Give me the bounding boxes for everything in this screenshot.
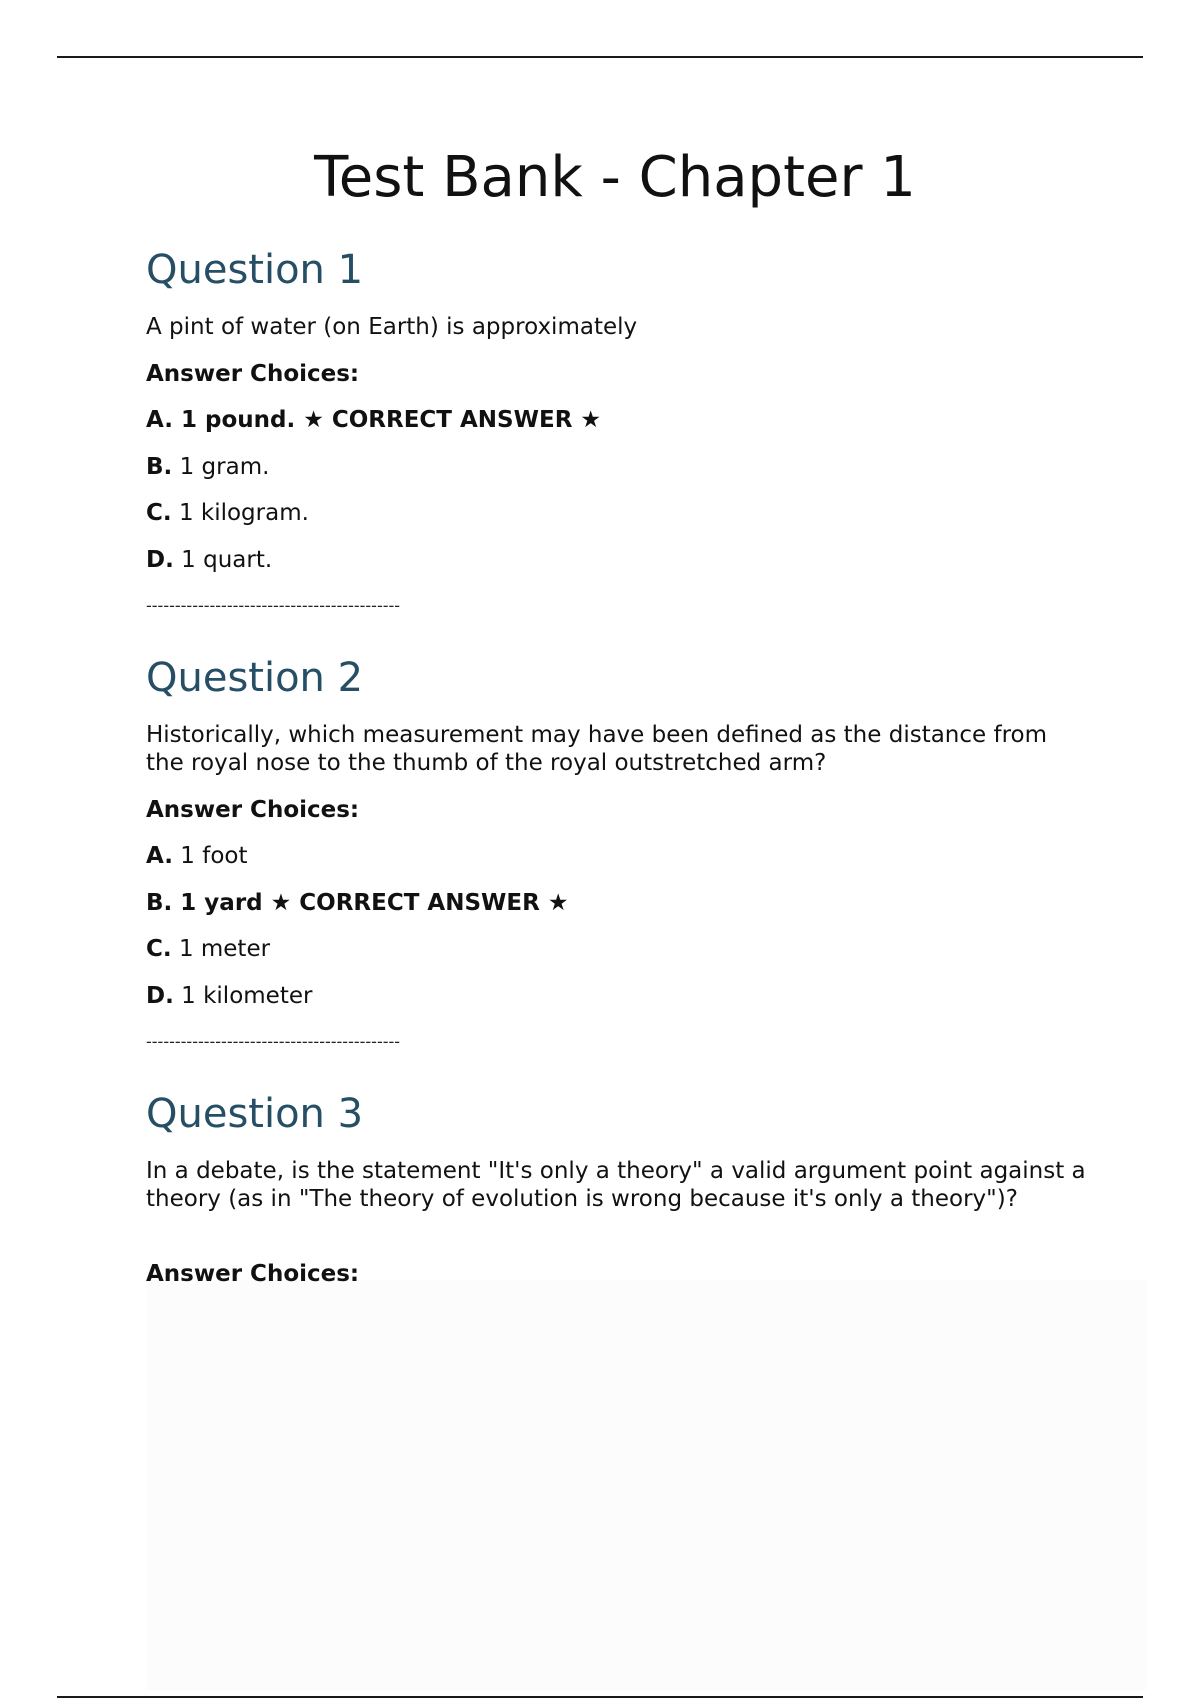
- choice-letter: C.: [146, 936, 172, 962]
- question-2-text: Historically, which measurement may have been defined as the distance from the royal nose to the thumb of the royal outstretched arm?: [146, 722, 1048, 776]
- document-title: Test Bank - Chapter 1: [314, 145, 916, 210]
- question-1-answer-label: Answer Choices:: [146, 361, 360, 387]
- choice-text: 1 kilogram.: [178, 500, 309, 526]
- correct-answer-marker: ★ CORRECT ANSWER ★: [303, 407, 602, 433]
- question-1-choice-d: [146, 546, 272, 574]
- choice-text: 1 kilometer: [181, 983, 313, 1009]
- choice-text: 1 quart.: [181, 547, 273, 573]
- question-2-choice-d: [146, 982, 312, 1010]
- choice-text: 1 meter: [178, 936, 271, 962]
- question-3-heading: Question 3: [146, 1091, 364, 1137]
- choice-letter: A.: [146, 407, 173, 433]
- question-separator: --------------------------------------------: [146, 596, 401, 615]
- choice-letter: B.: [146, 890, 173, 916]
- choice-text: 1 gram.: [179, 454, 270, 480]
- choice-text: 1 yard: [180, 890, 263, 916]
- question-separator: --------------------------------------------: [146, 1032, 401, 1051]
- question-1-choice-a: [146, 406, 601, 434]
- question-1-choice-c: [146, 499, 309, 527]
- question-2-answer-label: Answer Choices:: [146, 797, 360, 823]
- correct-answer-marker: ★ CORRECT ANSWER ★: [270, 890, 569, 916]
- document-body: [146, 0, 1086, 1700]
- question-2-heading: Question 2: [146, 655, 364, 701]
- question-2-choice-b: [146, 889, 568, 917]
- choice-letter: D.: [146, 547, 174, 573]
- choice-letter: B.: [146, 454, 173, 480]
- choice-letter: A.: [146, 843, 173, 869]
- bottom-rule: [57, 1696, 1143, 1698]
- choice-text: 1 foot: [180, 843, 248, 869]
- question-3-answer-label: Answer Choices:: [146, 1261, 360, 1287]
- choice-letter: D.: [146, 983, 174, 1009]
- question-1-text: A pint of water (on Earth) is approximately: [146, 314, 638, 340]
- question-2-choice-c: [146, 935, 270, 963]
- question-2-choice-a: [146, 842, 247, 870]
- choice-letter: C.: [146, 500, 172, 526]
- choice-text: 1 pound.: [180, 407, 296, 433]
- question-1-heading: Question 1: [146, 247, 364, 293]
- question-3-text: In a debate, is the statement "It's only a theory" a valid argument point against a theory (as in "The theory of evolution is wrong because it's only a theory")?: [146, 1158, 1086, 1212]
- question-1-choice-b: [146, 453, 269, 481]
